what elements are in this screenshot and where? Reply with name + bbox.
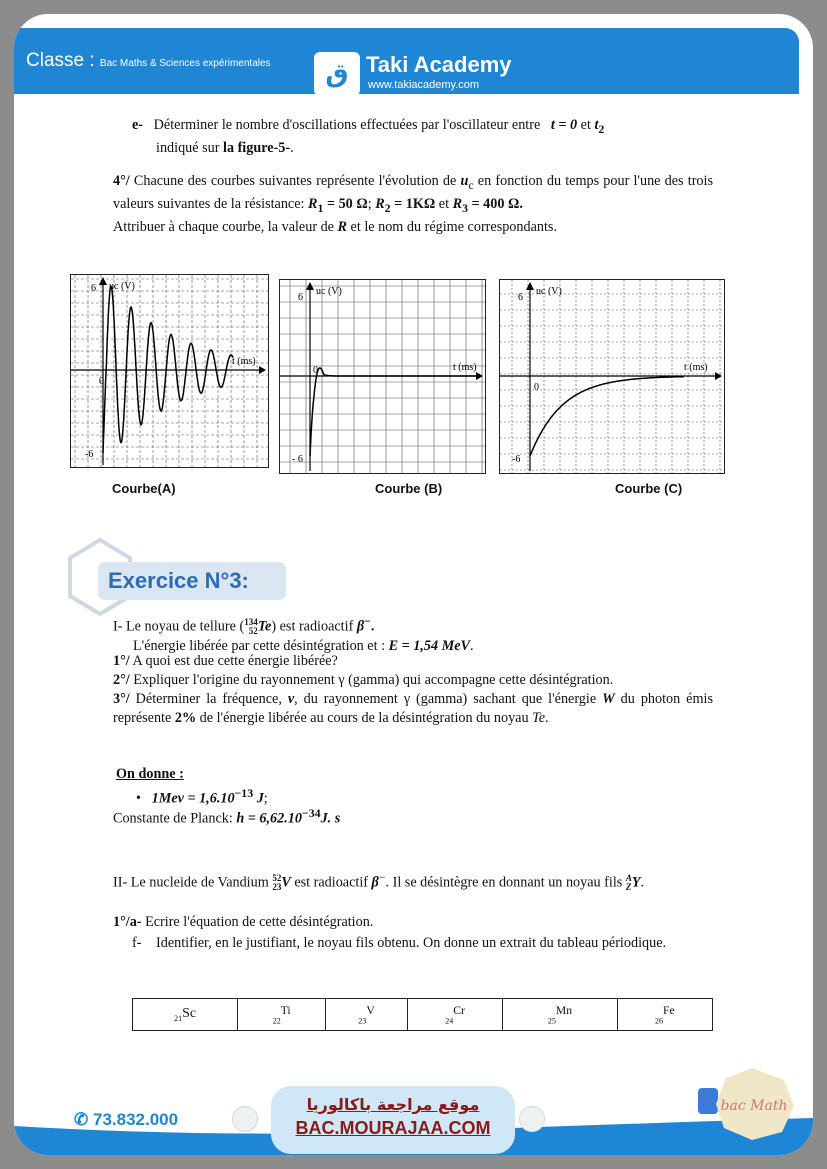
part2-q1: 1°/a- Ecrire l'équation de cette désintégration.	[113, 914, 374, 930]
curve-line	[530, 377, 684, 456]
chart-b	[279, 279, 486, 474]
element-cell: $_{26}^{Fe}$	[617, 999, 712, 1031]
caption-c: Courbe (C)	[615, 481, 683, 496]
part1-intro: I- Le noyau de tellure (134 52Te) est radioactif β−. L'énergie libérée par cette désintégration et : E = 1,54 MeV.	[113, 614, 474, 654]
brand-name: Taki Academy	[366, 52, 512, 77]
chart-c	[499, 279, 725, 474]
given-1mev: • $1Mev = 1,6.10^{-13}$ J;	[136, 786, 268, 807]
question-label: e-	[132, 117, 144, 133]
periodic-table-extract	[132, 998, 713, 1031]
mini-logo-icon	[519, 1106, 545, 1132]
promo-link[interactable]: BAC.MOURAJAA.COM	[295, 1118, 491, 1138]
planck-constant: Constante de Planck: $h = 6,62.10^{-34}J$. s	[113, 806, 341, 827]
part1-questions: 1°/ A quoi est due cette énergie libérée? 2°/ Expliquer l'origine du rayonnement γ (gamma) qui accompagne cette désintégration. 3°/ Déterminer la fréquence, ν, du rayonnement γ (gamma) sachant que l'énergie W du photon émis représente 2% de l'énergie libérée au cours de la désintégration du noyau Te.	[113, 653, 713, 726]
y-tick-label: 0	[534, 382, 539, 393]
x-axis-label: t (ms)	[684, 362, 708, 373]
chart-a	[70, 274, 269, 468]
x-axis-label: t (ms)	[232, 356, 256, 367]
question-4: 4°/ Chacune des courbes suivantes représente l'évolution de $u_c$ en fonction du temps pour l'une des trois valeurs suivantes de la résistance: $R_1 = 50$ Ω; $R_2 = 1K\Omega$ et $R_3 = 400$ Ω. Attribuer à chaque courbe, la valeur de R et le nom du régime correspondants.	[113, 173, 713, 235]
given-label: On donne :	[116, 766, 184, 782]
y-tick-label: 6	[518, 292, 523, 303]
brand-url: www.takiacademy.com	[368, 79, 480, 91]
promo-banner[interactable]	[271, 1086, 515, 1154]
phone-number: ✆ 73.832.000	[74, 1110, 179, 1129]
caption-a: Courbe(A)	[112, 481, 176, 496]
taki-logo-icon: ق	[314, 52, 360, 96]
page	[14, 14, 813, 1155]
y-tick-label: 0	[99, 376, 104, 387]
x-axis-arrow	[259, 366, 266, 374]
y-axis-arrow	[99, 277, 107, 285]
header-banner	[14, 28, 799, 94]
exercise-title: Exercice N°3:	[98, 562, 286, 600]
element-cell: $_{25}^{Mn}$	[503, 999, 617, 1031]
x-axis-arrow	[715, 372, 722, 380]
class-label: Classe : Bac Maths & Sciences expérimentales	[26, 50, 271, 71]
caption-b: Courbe (B)	[375, 481, 443, 496]
y-axis-arrow	[526, 282, 534, 290]
x-axis-label: t (ms)	[453, 362, 477, 373]
element-cell: $_{22}^{Ti}$	[238, 999, 326, 1031]
y-tick-label: 6	[91, 283, 96, 294]
y-tick-label: 6	[298, 292, 303, 303]
promo-arabic[interactable]: موقع مراجعة باكالوريا	[306, 1095, 480, 1114]
y-tick-label: 0	[313, 365, 318, 376]
bac-math-badge	[692, 1066, 796, 1142]
part2-f: f- Identifier, en le justifiant, le noyau fils obtenu. On donne un extrait du tableau périodique.	[132, 935, 667, 951]
question-e: e- Déterminer le nombre d'oscillations effectuées par l'oscillateur entre t = 0 et $t_2$ indiqué sur la figure-5-.	[132, 117, 605, 156]
phone-icon: ✆	[74, 1110, 89, 1129]
mini-logo-icon	[232, 1106, 258, 1132]
y-tick-label: - 6	[292, 454, 303, 465]
element-cell: $_{21}$Sc	[133, 999, 238, 1031]
y-tick-label: -6	[85, 449, 94, 460]
element-cell: $_{24}^{Cr}$	[407, 999, 502, 1031]
curve-line	[310, 368, 480, 456]
y-axis-label: uc (V)	[109, 281, 135, 292]
badge-text: bac Math	[720, 1098, 788, 1114]
y-tick-label: -6	[512, 454, 521, 465]
element-cell: $_{23}^V$	[326, 999, 408, 1031]
y-axis-label: uc (V)	[316, 286, 342, 297]
y-axis-label: uc (V)	[536, 286, 562, 297]
part2-intro: II- Le nucleide de Vandium 52 23V est radioactif β−. Il se désintègre en donnant un noyau fils A ZY.	[113, 870, 645, 893]
